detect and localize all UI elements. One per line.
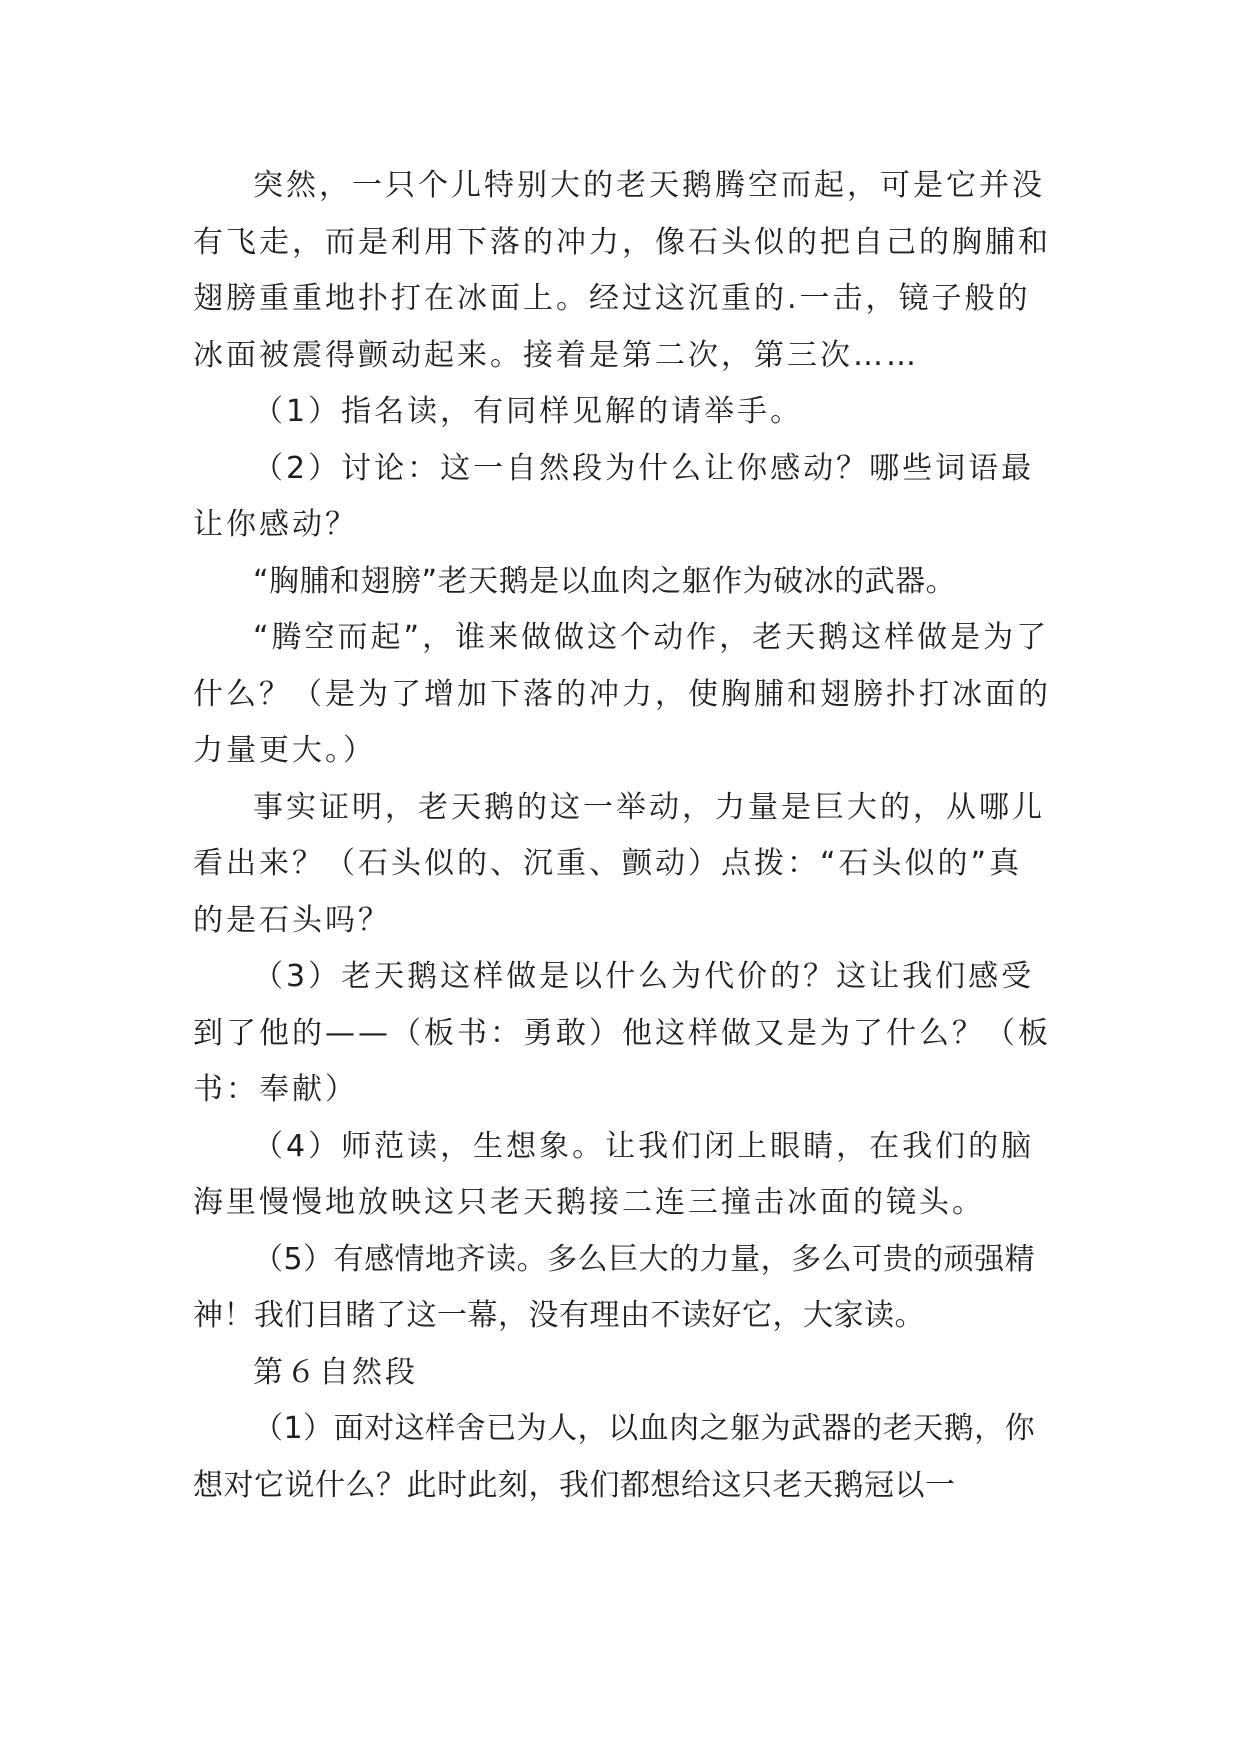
paragraph-step-4-imagine: （4）师范读，生想象。让我们闭上眼睛，在我们的脑海里慢慢地放映这只老天鹅接二连三撞击冰面的镜头。: [193, 1128, 1035, 1220]
paragraph-step-1-read: （1）指名读，有同样见解的请举手。: [253, 394, 804, 429]
paragraph-story-excerpt: 突然，一只个儿特别大的老天鹅腾空而起，可是它并没有飞走，而是利用下落的冲力，像石头似的把自己的胸脯和翅膀重重地扑打在冰面上。经过这沉重的.一击，镜子般的冰面被震得颤动起来。接着是第二次，第三次……: [193, 168, 1051, 373]
paragraph-facts-prove: 事实证明，老天鹅的这一举动，力量是巨大的，从哪儿看出来？（石头似的、沉重、颤动）点拨：“石头似的”真的是石头吗？: [193, 789, 1045, 938]
paragraph-chest-wings: “胸脯和翅膀”老天鹅是以血肉之躯作为破冰的武器。: [253, 563, 957, 599]
paragraph-section-6-step-1: （1）面对这样舍已为人，以血肉之躯为武器的老天鹅，你想对它说什么？此时此刻，我们都想给这只老天鹅冠以一: [193, 1411, 1036, 1503]
section-heading-paragraph-6: 第６自然段: [253, 1354, 418, 1390]
paragraph-step-5-read-together: （5）有感情地齐读。多么巨大的力量，多么可贵的顽强精神！我们目睹了这一幕，没有理由不读好它，大家读。: [193, 1241, 1036, 1333]
document-body: [193, 158, 1053, 1514]
paragraph-step-3-cost: （3）老天鹅这样做是以什么为代价的？这让我们感受到了他的——（板书：勇敢）他这样做又是为了什么？（板书：奉献）: [193, 959, 1051, 1107]
paragraph-soar-up: “腾空而起”，谁来做做这个动作，老天鹅这样做是为了什么？（是为了增加下落的冲力，使胸脯和翅膀扑打冰面的力量更大。）: [193, 620, 1051, 768]
paragraph-step-2-discuss: （2）讨论：这一自然段为什么让你感动？哪些词语最让你感动？: [193, 450, 1035, 542]
